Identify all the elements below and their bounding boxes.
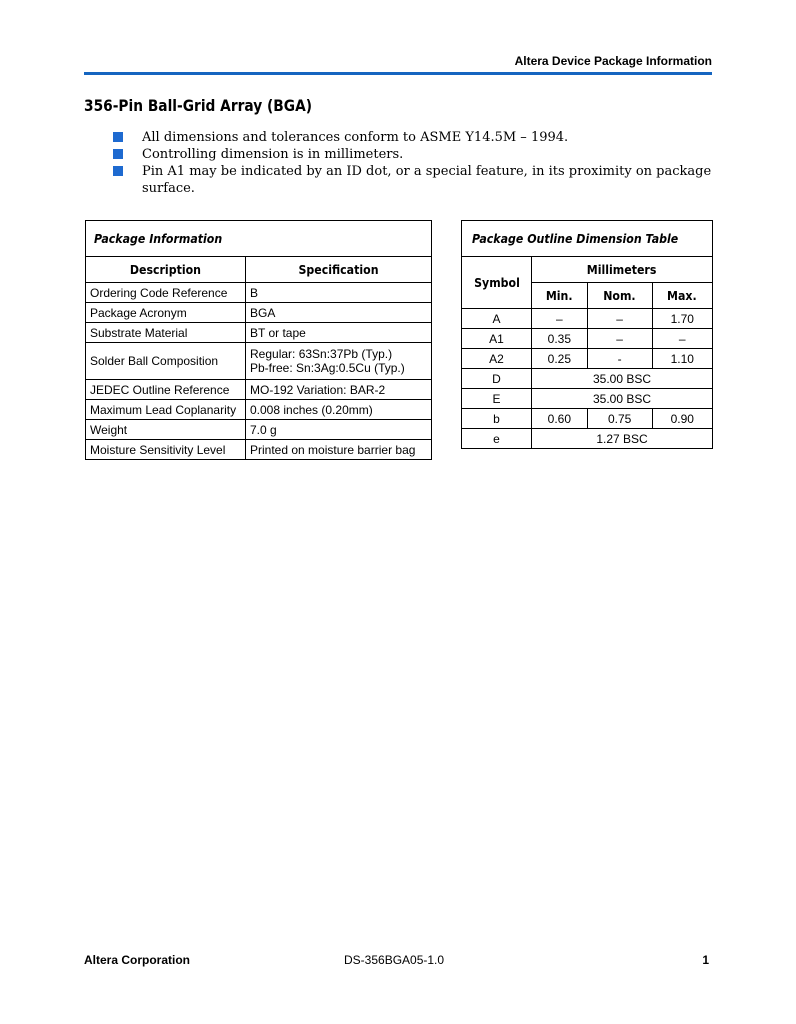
column-header: Symbol [462, 257, 532, 309]
header-rule [84, 72, 712, 75]
square-bullet-icon [113, 149, 123, 159]
table-cell: 1.10 [652, 349, 712, 369]
dimension-table [461, 220, 713, 449]
table-cell: Ordering Code Reference [86, 283, 246, 303]
table-cell: - [587, 349, 652, 369]
table-cell: B [246, 283, 432, 303]
table-cell: BT or tape [246, 323, 432, 343]
table-cell: b [462, 409, 532, 429]
table-row [86, 303, 432, 323]
square-bullet-icon [113, 132, 123, 142]
table-cell: 0.75 [587, 409, 652, 429]
table-row [86, 323, 432, 343]
section-title: 356-Pin Ball-Grid Array (BGA) [84, 96, 313, 115]
page-header-title: Altera Device Package Information [514, 54, 712, 68]
table-cell: e [462, 429, 532, 449]
table-row [462, 369, 713, 389]
table-row [462, 389, 713, 409]
table-cell: 0.60 [532, 409, 588, 429]
table-cell-line: Regular: 63Sn:37Pb (Typ.) [250, 347, 393, 361]
column-header: Millimeters [532, 257, 713, 283]
table-row [86, 283, 432, 303]
package-information-table [85, 220, 432, 460]
table-cell: 1.27 BSC [532, 429, 713, 449]
table-caption: Package Information [86, 221, 432, 257]
table-cell: 0.35 [532, 329, 588, 349]
table-cell: – [587, 309, 652, 329]
table-cell: D [462, 369, 532, 389]
table-cell: A1 [462, 329, 532, 349]
column-header: Max. [652, 283, 712, 309]
table-cell-line: Pb-free: Sn:3Ag:0.5Cu (Typ.) [250, 361, 405, 375]
footer-doc-id: DS-356BGA05-1.0 [344, 953, 445, 967]
table-cell: Maximum Lead Coplanarity [86, 400, 246, 420]
footer-company: Altera Corporation [84, 953, 191, 967]
table-cell: Printed on moisture barrier bag [246, 440, 432, 460]
table-row [86, 440, 432, 460]
table-cell: 7.0 g [246, 420, 432, 440]
column-header: Nom. [587, 283, 652, 309]
table-cell: A [462, 309, 532, 329]
table-cell: – [652, 329, 712, 349]
table-caption: Package Outline Dimension Table [462, 221, 713, 257]
table-row [462, 349, 713, 369]
table-row [86, 420, 432, 440]
table-row [462, 329, 713, 349]
table-cell: 35.00 BSC [532, 389, 713, 409]
table-cell: Solder Ball Composition [86, 343, 246, 380]
column-header: Specification [246, 257, 432, 283]
table-cell: Weight [86, 420, 246, 440]
table-row [86, 380, 432, 400]
table-cell: 0.008 inches (0.20mm) [246, 400, 432, 420]
table-cell: 0.90 [652, 409, 712, 429]
table-cell: – [532, 309, 588, 329]
note-item: Controlling dimension is in millimeters. [113, 146, 713, 163]
table-cell: – [587, 329, 652, 349]
table-cell: A2 [462, 349, 532, 369]
table-row [462, 429, 713, 449]
column-header: Description [86, 257, 246, 283]
table-cell: JEDEC Outline Reference [86, 380, 246, 400]
column-header: Min. [532, 283, 588, 309]
square-bullet-icon [113, 166, 123, 176]
table-cell: 1.70 [652, 309, 712, 329]
table-cell: 0.25 [532, 349, 588, 369]
table-cell: E [462, 389, 532, 409]
table-cell: 35.00 BSC [532, 369, 713, 389]
notes-list [113, 129, 713, 197]
table-row [86, 400, 432, 420]
note-item: All dimensions and tolerances conform to ASME Y14.5M – 1994. [113, 129, 713, 146]
table-cell: BGA [246, 303, 432, 323]
table-cell: Moisture Sensitivity Level [86, 440, 246, 460]
table-cell: MO-192 Variation: BAR-2 [246, 380, 432, 400]
table-cell: Substrate Material [86, 323, 246, 343]
note-item: Pin A1 may be indicated by an ID dot, or a special feature, in its proximity on package surface. [113, 163, 713, 197]
table-row [86, 343, 432, 380]
page-number: 1 [702, 953, 709, 967]
table-row [462, 409, 713, 429]
table-cell [246, 343, 432, 380]
table-cell: Package Acronym [86, 303, 246, 323]
table-row [462, 309, 713, 329]
